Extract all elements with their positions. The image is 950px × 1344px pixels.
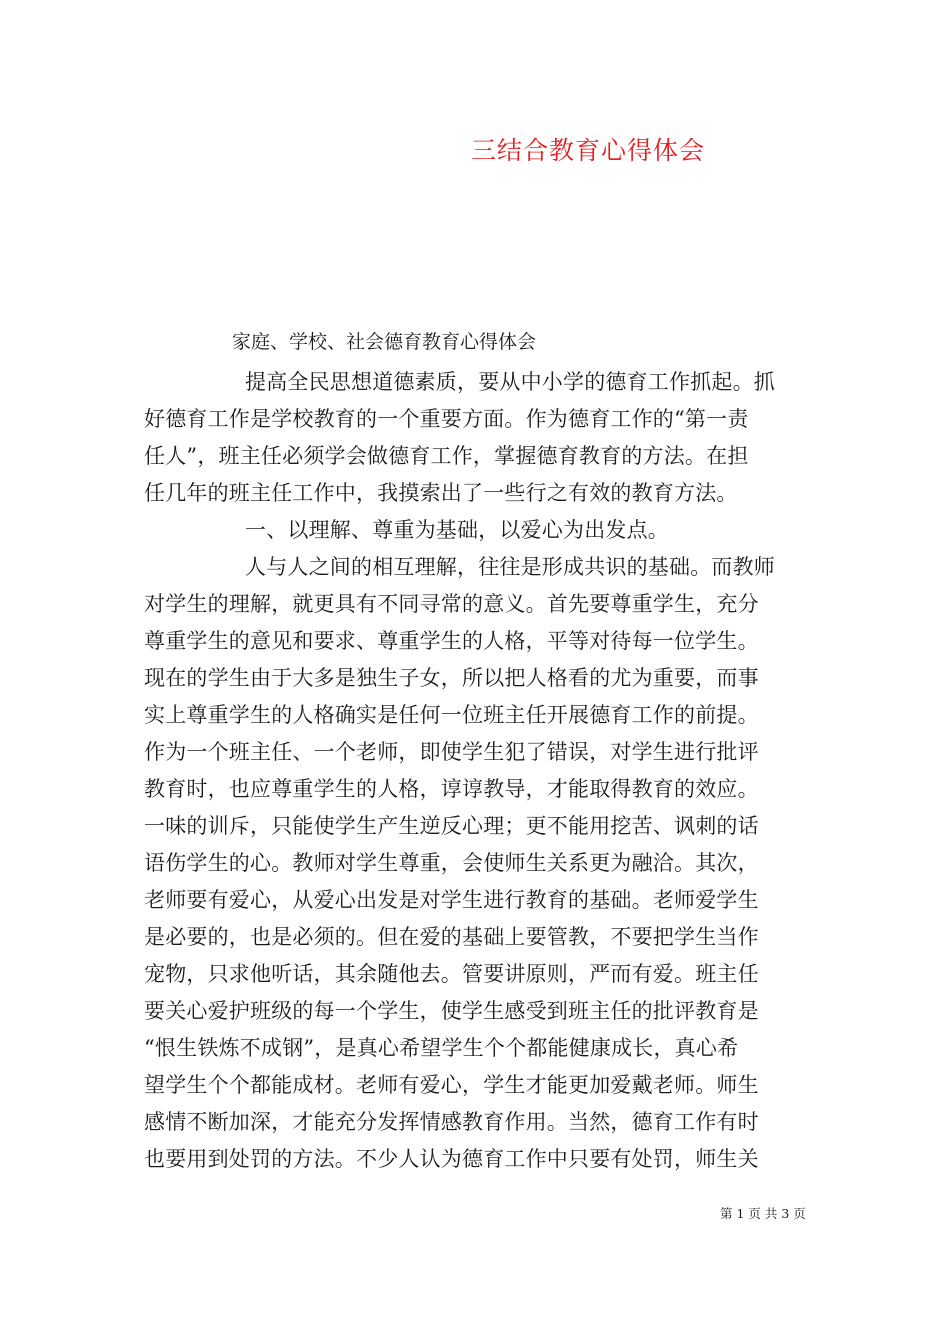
paragraph-line: 语伤学生的心。教师对学生尊重，会使师生关系更为融洽。其次， (144, 851, 759, 875)
paragraph-line: 现在的学生由于大多是独生子女，所以把人格看的尤为重要，而事 (144, 666, 759, 690)
paragraph-line: 尊重学生的意见和要求、尊重学生的人格，平等对待每一位学生。 (144, 629, 759, 653)
paragraph-line: 一味的训斥，只能使学生产生逆反心理；更不能用挖苦、讽刺的话 (144, 814, 759, 838)
paragraph-line: 提高全民思想道德素质，要从中小学的德育工作抓起。抓 (245, 370, 775, 394)
paragraph-line: 感情不断加深，才能充分发挥情感教育作用。当然，德育工作有时 (144, 1110, 759, 1134)
document-subtitle: 家庭、学校、社会德育教育心得体会 (232, 331, 537, 353)
paragraph-line: 望学生个个都能成材。老师有爱心，学生才能更加爱戴老师。师生 (144, 1073, 759, 1097)
paragraph-line: 人与人之间的相互理解，往往是形成共识的基础。而教师 (245, 555, 775, 579)
document-title: 三结合教育心得体会 (471, 136, 706, 165)
paragraph-line: 任人”，班主任必须学会做德育工作，掌握德育教育的方法。在担 (144, 444, 749, 468)
paragraph-line: 教育时，也应尊重学生的人格，谆谆教导，才能取得教育的效应。 (144, 777, 759, 801)
paragraph-line: 要关心爱护班级的每一个学生，使学生感受到班主任的批评教育是 (144, 999, 759, 1023)
paragraph-line: 是必要的，也是必须的。但在爱的基础上要管教，不要把学生当作 (144, 925, 759, 949)
paragraph-line: 作为一个班主任、一个老师，即使学生犯了错误，对学生进行批评 (144, 740, 759, 764)
section-heading: 一、以理解、尊重为基础，以爱心为出发点。 (245, 518, 669, 542)
paragraph-line: 对学生的理解，就更具有不同寻常的意义。首先要尊重学生，充分 (144, 592, 759, 616)
paragraph-line: 任几年的班主任工作中，我摸索出了一些行之有效的教育方法。 (144, 481, 738, 505)
paragraph-line: 宠物，只求他听话，其余随他去。管要讲原则，严而有爱。班主任 (144, 962, 759, 986)
paragraph-line: 老师要有爱心，从爱心出发是对学生进行教育的基础。老师爱学生 (144, 888, 759, 912)
page-number-footer: 第 1 页 共 3 页 (720, 1206, 806, 1221)
paragraph-line: “恨生铁炼不成钢”，是真心希望学生个个都能健康成长，真心希 (144, 1036, 739, 1060)
paragraph-line: 好德育工作是学校教育的一个重要方面。作为德育工作的“第一责 (144, 407, 749, 431)
paragraph-line: 也要用到处罚的方法。不少人认为德育工作中只要有处罚，师生关 (144, 1147, 759, 1171)
paragraph-line: 实上尊重学生的人格确实是任何一位班主任开展德育工作的前提。 (144, 703, 759, 727)
